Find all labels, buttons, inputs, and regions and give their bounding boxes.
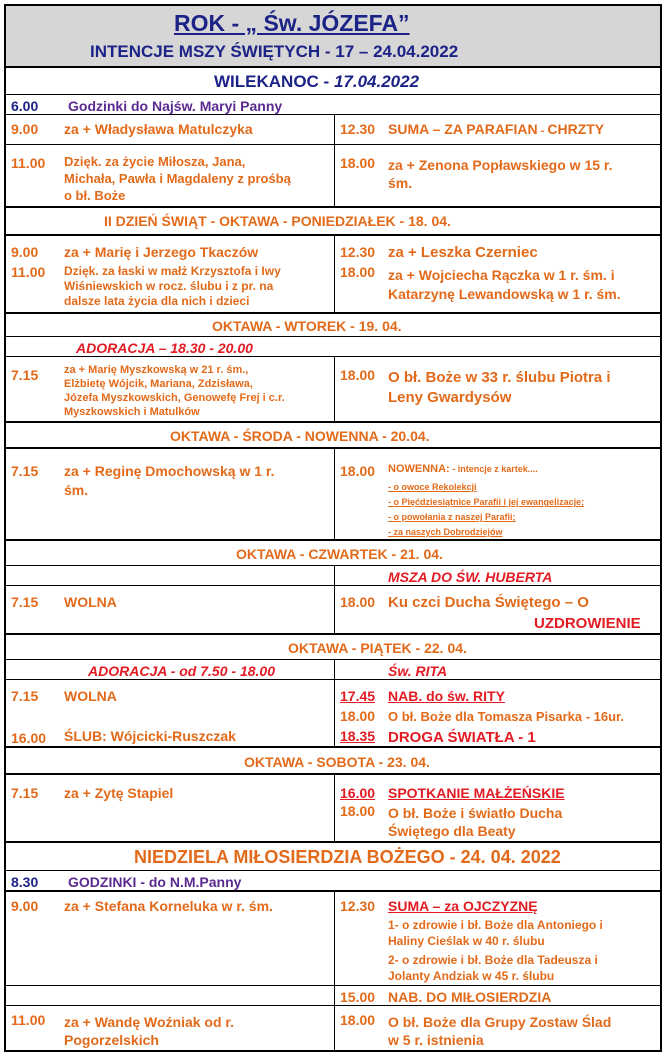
- intention: za + Wandę Woźniak od r.: [64, 1014, 234, 1030]
- intention: za + Marię i Jerzego Tkaczów: [64, 244, 259, 260]
- day-heading-tuesday: [6, 312, 660, 336]
- time: 15.00: [340, 989, 376, 1005]
- time: 7.15: [11, 688, 39, 704]
- intention: SUMA – za OJCZYZNĘ: [388, 898, 538, 914]
- intention: SPOTKANIE MAŁŻEŃSKIE: [388, 785, 565, 801]
- intentions-sheet: [4, 4, 662, 1052]
- time: 18.00: [340, 155, 376, 171]
- time: 11.00: [11, 155, 46, 171]
- row-friday-special: [6, 659, 660, 679]
- day-heading-wednesday: [6, 421, 660, 447]
- time: 18.00: [340, 1012, 376, 1028]
- time: 18.00: [340, 264, 376, 280]
- time: 11.00: [11, 264, 46, 280]
- page-header: [6, 6, 660, 66]
- day-title-divine-mercy: NIEDZIELA MIŁOSIERDZIA BOŻEGO - 24. 04. 2022: [134, 847, 561, 867]
- time: 18.00: [340, 803, 376, 819]
- day-title-friday: OKTAWA - PIĄTEK - 22. 04.: [288, 640, 467, 656]
- novena-item: - o Pięćdziesiątnice Parafii i jej ewangelizacje;: [388, 497, 585, 507]
- time: 12.30: [340, 121, 376, 137]
- novena-item: - o owoce Rekolekcji: [388, 482, 477, 492]
- row-easter-a: 9.00 za + Władysława Matulczyka 12.30 SUMA – ZA PARAFIAN - CHRZTY: [6, 114, 660, 144]
- day-title-saturday: OKTAWA - SOBOTA - 23. 04.: [244, 754, 430, 770]
- adoracja-label: ADORACJA – 18.30 - 20.00: [76, 340, 253, 356]
- intention: Dzięk. za życie Miłosza, Jana,: [64, 154, 246, 169]
- intention: WOLNA: [64, 594, 117, 610]
- row-divine-mercy-b: [6, 985, 660, 1005]
- row-divine-mercy-a: 9.00 za + Stefana Korneluka w r. śm. 12.30 SUMA – za OJCZYZNĘ 1- o zdrowie i bł. Boże dla Antoniego i Haliny Cieślak w 40 r. ślubu 2- o zdrowie i bł. Boże dla Tadeusza i Jolanty Andziak w 45 r. ślubu: [6, 890, 660, 985]
- row-godzinki-divine-mercy: [6, 870, 660, 890]
- row-wednesday: 7.15 za + Reginę Dmochowską w 1 r. śm. 18.00 NOWENNA: - intencje z kartek.... - o owoce Rekolekcji - o Pięćdziesiątnice Parafii i jej ewangelizacje; - o powołania z naszej Parafii; - za naszych Dobrodziejów: [6, 447, 660, 539]
- row-friday: [6, 679, 660, 746]
- intention: Ku czci Ducha Świętego – O: [388, 594, 589, 611]
- intention: za + Leszka Czerniec: [388, 244, 538, 261]
- intention: O bł. Boże w 33 r. ślubu Piotra i: [388, 369, 611, 386]
- row-easter-b: 11.00 Dzięk. za życie Miłosza, Jana, Michała, Pawła i Magdaleny z prośbą o bł. Boże 18.00 za + Zenona Popławskiego w 15 r. śm.: [6, 144, 660, 206]
- day-heading-monday: [6, 206, 660, 234]
- day-date-easter: 17.04.2022: [333, 72, 420, 91]
- time: 11.00: [11, 1012, 46, 1028]
- time: 18.00: [340, 594, 376, 610]
- time: 7.15: [11, 367, 39, 383]
- novena-item: - o powołania z naszej Parafii;: [388, 512, 516, 522]
- intention: NAB. DO MIŁOSIERDZIA: [388, 989, 552, 1005]
- day-title-thursday: OKTAWA - CZWARTEK - 21. 04.: [236, 546, 443, 562]
- day-title-monday: II DZIEŃ ŚWIĄT - OKTAWA - PONIEDZIAŁEK - 18. 04.: [104, 213, 451, 229]
- intention: O bł. Boże i światło Ducha: [388, 805, 563, 821]
- time: 9.00: [11, 898, 39, 914]
- page-title: ROK - „ Św. JÓZEFA”: [174, 10, 410, 36]
- special-mass-label: Św. RITA: [388, 663, 448, 679]
- time: 7.15: [11, 463, 39, 479]
- intention: Godzinki do Najśw. Maryi Panny: [68, 98, 283, 114]
- intention: SUMA – ZA PARAFIAN: [388, 121, 538, 137]
- time: 6.00: [11, 98, 39, 114]
- intention: za + Wojciecha Rączka w 1 r. śm. i: [388, 267, 615, 283]
- intention: O bł. Boże dla Tomasza Pisarka - 16ur.: [388, 709, 625, 724]
- row-divine-mercy-c: 11.00 za + Wandę Woźniak od r. Pogorzelskich 18.00 O bł. Boże dla Grupy Zostaw Ślad w 5 r. istnienia: [6, 1005, 660, 1050]
- intention: ŚLUB: Wójcicki-Ruszczak: [64, 728, 236, 744]
- time: 16.00: [340, 785, 376, 801]
- intention: WOLNA: [64, 688, 117, 704]
- intention: O bł. Boże dla Grupy Zostaw Ślad: [388, 1014, 612, 1030]
- novena-heading: NOWENNA: - intencje z kartek....: [388, 463, 538, 475]
- row-tuesday: 7.15 za + Marię Myszkowską w 21 r. śm., Elżbietę Wójcik, Mariana, Zdzisława, Józefa Myszkowskich, Genowefę Frej i c.r. Myszkowskich i Matulków 18.00 O bł. Boże w 33 r. ślubu Piotra i Leny Gwardysów: [6, 356, 660, 421]
- intention: Dzięk. za łaski w małż Krzysztofa i Iwy: [64, 264, 281, 278]
- time: 12.30: [340, 244, 376, 260]
- row-saturday: 7.15 za + Zytę Stapiel 16.00 SPOTKANIE MAŁŻEŃSKIE 18.00 O bł. Boże i światło Ducha Świętego dla Beaty: [6, 773, 660, 841]
- row-monday: 9.00 za + Marię i Jerzego Tkaczów 11.00 Dzięk. za łaski w małż Krzysztofa i Iwy Wiśniewskich w rocz. ślubu i z pr. na dalsze lata życia dla nich i dzieci 12.30 za + Leszka Czerniec 18.00 za + Wojciecha Rączka w 1 r. śm. i Katarzynę Lewandowską w 1 r. śm.: [6, 234, 660, 312]
- intention: za + Marię Myszkowską w 21 r. śm.,: [64, 364, 249, 376]
- day-heading-thursday: [6, 539, 660, 565]
- intention: za + Władysława Matulczyka: [64, 121, 253, 137]
- time: 18.00: [340, 463, 376, 479]
- time: 8.30: [11, 874, 39, 890]
- time: 18.35: [340, 728, 376, 744]
- day-title-wednesday: OKTAWA - ŚRODA - NOWENNA - 20.04.: [170, 428, 430, 444]
- intention: za + Reginę Dmochowską w 1 r.: [64, 463, 275, 479]
- time: 17.45: [340, 688, 376, 704]
- intention: za + Zenona Popławskiego w 15 r.: [388, 157, 613, 173]
- row-tuesday-adoracja: [6, 336, 660, 356]
- time: 18.00: [340, 367, 376, 383]
- day-title-tuesday: OKTAWA - WTOREK - 19. 04.: [212, 318, 402, 334]
- day-title-easter: WILEKANOC -: [214, 72, 334, 91]
- day-heading-saturday: [6, 746, 660, 773]
- row-thursday: 7.15 WOLNA 18.00 Ku czci Ducha Świętego – O UZDROWIENIE: [6, 585, 660, 633]
- day-heading-divine-mercy: [6, 841, 660, 870]
- intention: DROGA ŚWIATŁA - 1: [388, 729, 536, 746]
- time: 9.00: [11, 244, 39, 260]
- day-heading-friday: [6, 633, 660, 659]
- time: 16.00: [11, 730, 47, 746]
- time: 9.00: [11, 121, 39, 137]
- novena-item: - za naszych Dobrodziejów: [388, 527, 503, 537]
- page-subtitle: INTENCJE MSZY ŚWIĘTYCH - 17 – 24.04.2022: [90, 42, 459, 61]
- day-heading-easter: [6, 66, 660, 94]
- time: 18.00: [340, 708, 376, 724]
- special-mass-label: MSZA DO ŚW. HUBERTA: [388, 569, 553, 585]
- intention: GODZINKI - do N.M.Panny: [68, 874, 242, 890]
- time: 7.15: [11, 594, 39, 610]
- row-godzinki-easter: [6, 94, 660, 114]
- time: 12.30: [340, 898, 376, 914]
- intention: za + Stefana Korneluka w r. śm.: [64, 898, 273, 914]
- intention: NAB. do św. RITY: [388, 688, 505, 704]
- intention: za + Zytę Stapiel: [64, 785, 174, 801]
- adoracja-label: ADORACJA - od 7.50 - 18.00: [88, 663, 275, 679]
- row-thursday-special: [6, 565, 660, 585]
- time: 7.15: [11, 785, 39, 801]
